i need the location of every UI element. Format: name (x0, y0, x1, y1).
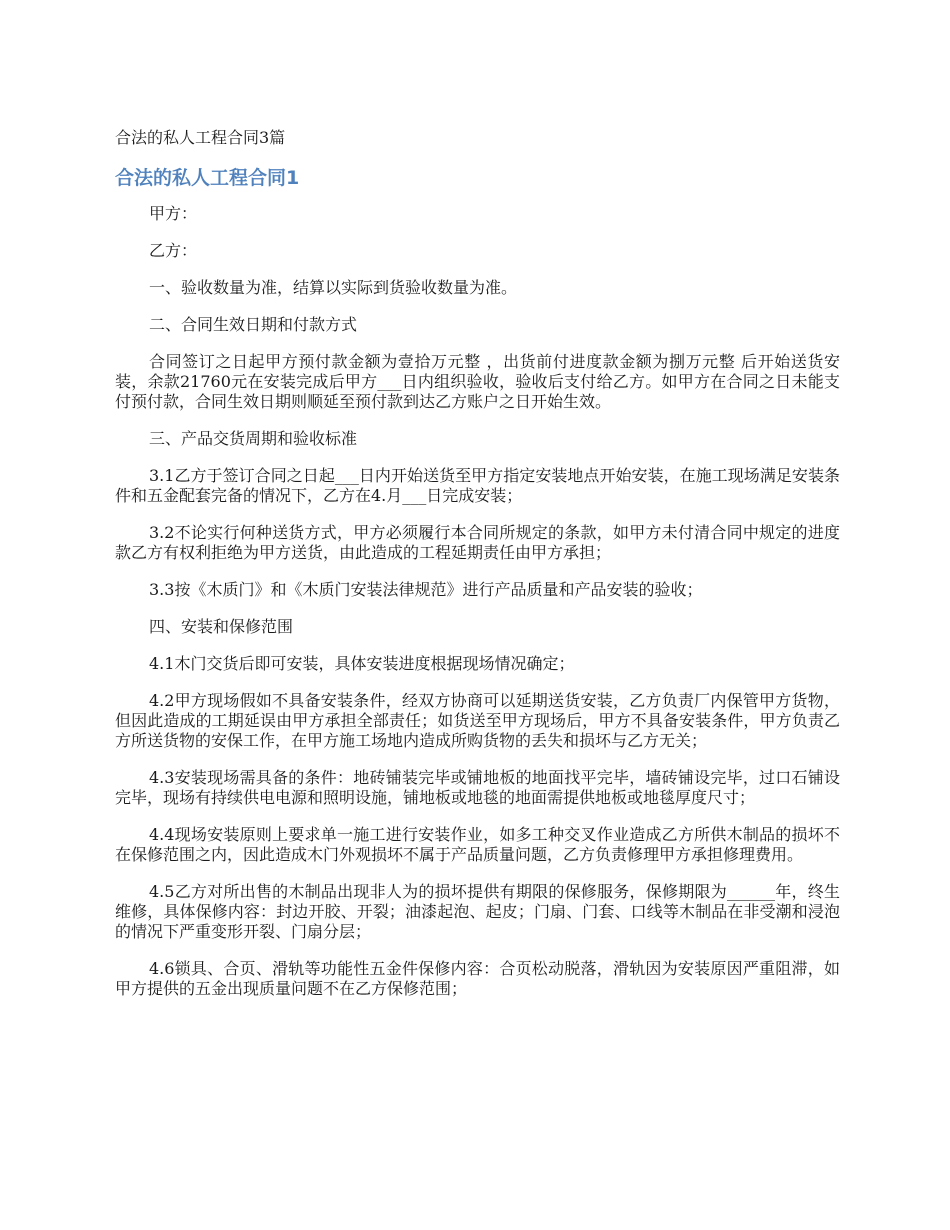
paragraph-clause-3-1: 3.1乙方于签订合同之日起___日内开始送货至甲方指定安装地点开始安装，在施工现场满足安装条件和五金配套完备的情况下，乙方在4.月___日完成安装； (115, 466, 840, 505)
paragraph-clause-4-1: 4.1木门交货后即可安装，具体安装进度根据现场情况确定； (149, 654, 575, 673)
paragraph-clause-4-6: 4.6锁具、合页、滑轨等功能性五金件保修内容：合页松动脱落，滑轨因为安装原因严重阻滞，如甲方提供的五金出现质量问题不在乙方保修范围； (115, 959, 840, 998)
document-title: 合法的私人工程合同3篇 (115, 128, 286, 147)
paragraph-clause-1: 一、验收数量为准，结算以实际到货验收数量为准。 (149, 278, 518, 297)
paragraph-clause-4-2: 4.2甲方现场假如不具备安装条件，经双方协商可以延期送货安装，乙方负责厂内保管甲方货物，但因此造成的工期延误由甲方承担全部责任；如货送至甲方现场后，甲方不具备安装条件，甲方负责乙方所送货物的安保工作，在甲方施工场地内造成所购货物的丢失和损坏与乙方无关； (115, 691, 840, 750)
paragraph-clause-4-3: 4.3安装现场需具备的条件：地砖铺装完毕或铺地板的地面找平完毕，墙砖铺设完毕，过口石铺设完毕，现场有持续供电电源和照明设施，铺地板或地毯的地面需提供地板或地毯厚度尺寸； (115, 768, 840, 807)
section-heading: 合法的私人工程合同1 (115, 167, 300, 189)
paragraph-clause-4-4: 4.4现场安装原则上要求单一施工进行安装作业，如多工种交叉作业造成乙方所供木制品的损坏不在保修范围之内，因此造成木门外观损坏不属于产品质量问题，乙方负责修理甲方承担修理费用。 (115, 825, 840, 864)
paragraph-clause-4-heading: 四、安装和保修范围 (149, 617, 294, 636)
paragraph-clause-3-2: 3.2不论实行何种送货方式，甲方必须履行本合同所规定的条款，如甲方未付清合同中规定的进度款乙方有权利拒绝为甲方送货，由此造成的工程延期责任由甲方承担； (115, 523, 840, 562)
paragraph-party-b: 乙方： (149, 241, 198, 260)
paragraph-clause-4-5: 4.5乙方对所出售的木制品出现非人为的损坏提供有期限的保修服务，保修期限为______年，终生维修，具体保修内容：封边开胶、开裂；油漆起泡、起皮；门扇、门套、口线等木制品在非受潮和浸泡的情况下严重变形开裂、门扇分层； (115, 882, 840, 941)
paragraph-clause-3-3: 3.3按《木质门》和《木质门安装法律规范》进行产品质量和产品安装的验收； (149, 580, 703, 599)
paragraph-clause-3-heading: 三、产品交货周期和验收标准 (149, 429, 358, 448)
paragraph-clause-2-heading: 二、合同生效日期和付款方式 (149, 315, 358, 334)
document-body (115, 204, 840, 1016)
paragraph-party-a: 甲方： (149, 204, 198, 223)
paragraph-payment-terms: 合同签订之日起甲方预付款金额为壹拾万元整 ，出货前付进度款金额为捌万元整 后开始送货安装，余款21760元在安装完成后甲方___日内组织验收，验收后支付给乙方。如甲方在合同之日未能支付预付款，合同生效日期则顺延至预付款到达乙方账户之日开始生效。 (115, 352, 840, 411)
